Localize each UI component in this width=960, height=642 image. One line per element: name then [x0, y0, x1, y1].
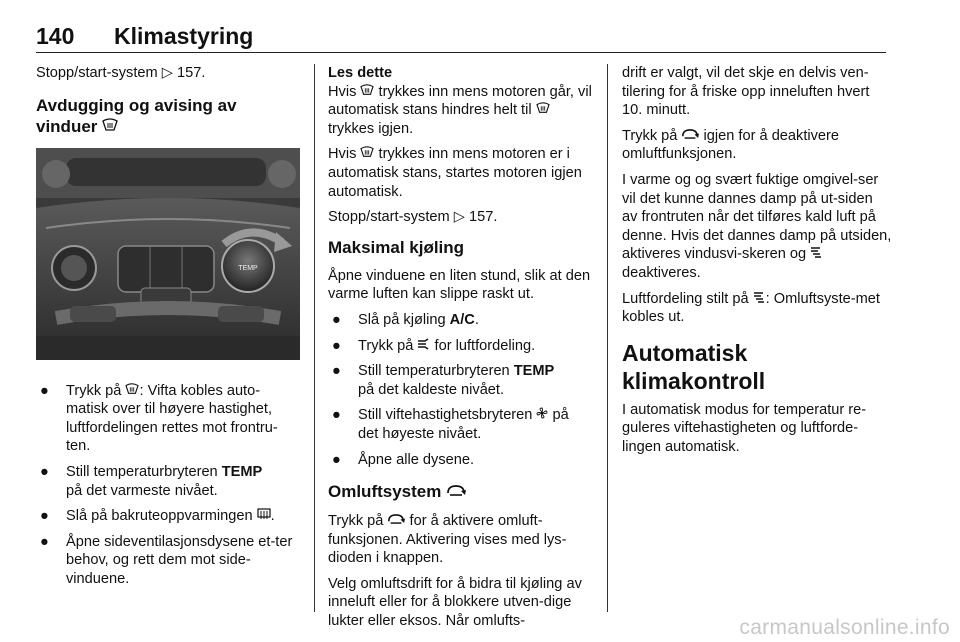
vent-face-icon: [417, 337, 430, 356]
recirculation-icon: [446, 482, 466, 503]
climate-control-panel-photo: [36, 148, 300, 360]
recirculation-paragraph-3: drift er valgt, vil det skje en delvis ven-tilering for å friske opp inneluften hvert 10. minutt.: [622, 65, 870, 119]
list-item: ● Slå på bakruteoppvarmingen .: [40, 508, 275, 525]
list-item: ● Still temperaturbryteren TEMP på det kaldeste nivået.: [332, 363, 555, 398]
section-heading-auto-climate: Automatisk klimakontroll: [622, 339, 766, 394]
recirculation-paragraph-4: Trykk på igjen for å deaktivere omluftfunksjonen.: [622, 127, 840, 163]
max-cooling-intro: Åpne vinduene en liten stund, slik at den varme luften kan slippe raskt ut.: [328, 267, 591, 303]
watermark: carmanualsonline.info: [739, 616, 950, 639]
section-heading-defrost: Avdugging og avising av vinduer: [36, 95, 237, 136]
list-item: ● Trykk på : Vifta kobles auto-matisk over til høyere hastighet, luftfordelingen rettes mot frontru-ten.: [40, 382, 278, 455]
section-heading-max-cooling: Maksimal kjøling: [328, 237, 465, 257]
list-item: ● Slå på kjøling A/C.: [332, 311, 479, 328]
column-divider-2: [607, 64, 608, 612]
temp-knob-label: TEMP: [238, 264, 258, 272]
rear-defrost-icon: [257, 507, 271, 526]
note-title: Les dette: [328, 65, 393, 81]
column-3: [622, 64, 892, 464]
max-cooling-steps-list: [328, 311, 592, 469]
defrost-steps-list: [36, 382, 300, 589]
recirculation-icon: [681, 127, 699, 146]
page-ref-arrow-icon: ▷: [161, 65, 173, 81]
list-item: ● Still viftehastighetsbryteren på det høyeste nivået.: [332, 407, 569, 442]
header-rule: [36, 52, 886, 53]
page-number: 140: [36, 23, 75, 49]
column-2: [328, 64, 592, 638]
stopstart-reference: Stopp/start-system ▷ 157.: [328, 209, 498, 226]
vent-windscreen-icon: [753, 290, 766, 309]
note-box: Les dette Hvis trykkes inn mens motoren går, vil automatisk stans hindres helt til trykkes igjen.: [328, 65, 592, 137]
column-1: [36, 64, 300, 596]
defrost-icon: [360, 145, 374, 164]
recirculation-icon: [387, 512, 405, 531]
recirculation-paragraph-1: Trykk på for å aktivere omluft-funksjonen. Aktivering vises med lys-dioden i knappen.: [328, 513, 567, 567]
defrost-icon: [360, 83, 374, 102]
recirculation-paragraph-2: Velg omluftsdrift for å bidra til kjøling av inneluft eller for å blokkere utven-dige lukter eller eksos. Når omlufts-: [328, 575, 582, 630]
fan-icon: [536, 406, 548, 425]
stopstart-reference: Stopp/start-system ▷ 157.: [36, 65, 206, 81]
auto-climate-paragraph: I automatisk modus for temperatur re-guleres viftehastigheten og luftforde-lingen automatisk.: [622, 401, 867, 455]
list-item: ● Still temperaturbryteren TEMP på det varmeste nivået.: [40, 463, 263, 499]
page-title: Klimastyring: [114, 23, 254, 49]
list-item: ● Åpne sideventilasjonsdysene et-ter behov, og rett dem mot side-vinduene.: [40, 533, 293, 587]
defrost-icon: [102, 117, 118, 138]
note-paragraph-2: Hvis trykkes inn mens motoren er i automatisk stans, startes motoren igjen automatisk.: [328, 146, 582, 200]
panel-illustration: [36, 148, 300, 360]
air-distribution-paragraph: Luftfordeling stilt på : Omluftsyste-met kobles ut.: [622, 290, 880, 326]
section-heading-recirculation: Omluftsystem: [328, 481, 592, 503]
list-item: ● Trykk på for luftfordeling.: [332, 337, 536, 354]
list-item: ● Åpne alle dysene.: [332, 451, 475, 468]
vent-windscreen-icon: [810, 245, 823, 264]
column-divider-1: [314, 64, 315, 612]
defrost-icon: [125, 382, 139, 401]
humidity-paragraph: I varme og og svært fuktige omgivel-ser vil det kunne dannes damp på ut-siden av frontruten når det tilføres kald luft på denne. Hvis det dannes damp på utsiden, aktiveres vindusvi-skeren og deaktiveres.: [622, 171, 892, 281]
defrost-icon: [536, 101, 550, 120]
page-ref-arrow-icon: ▷: [453, 209, 465, 226]
